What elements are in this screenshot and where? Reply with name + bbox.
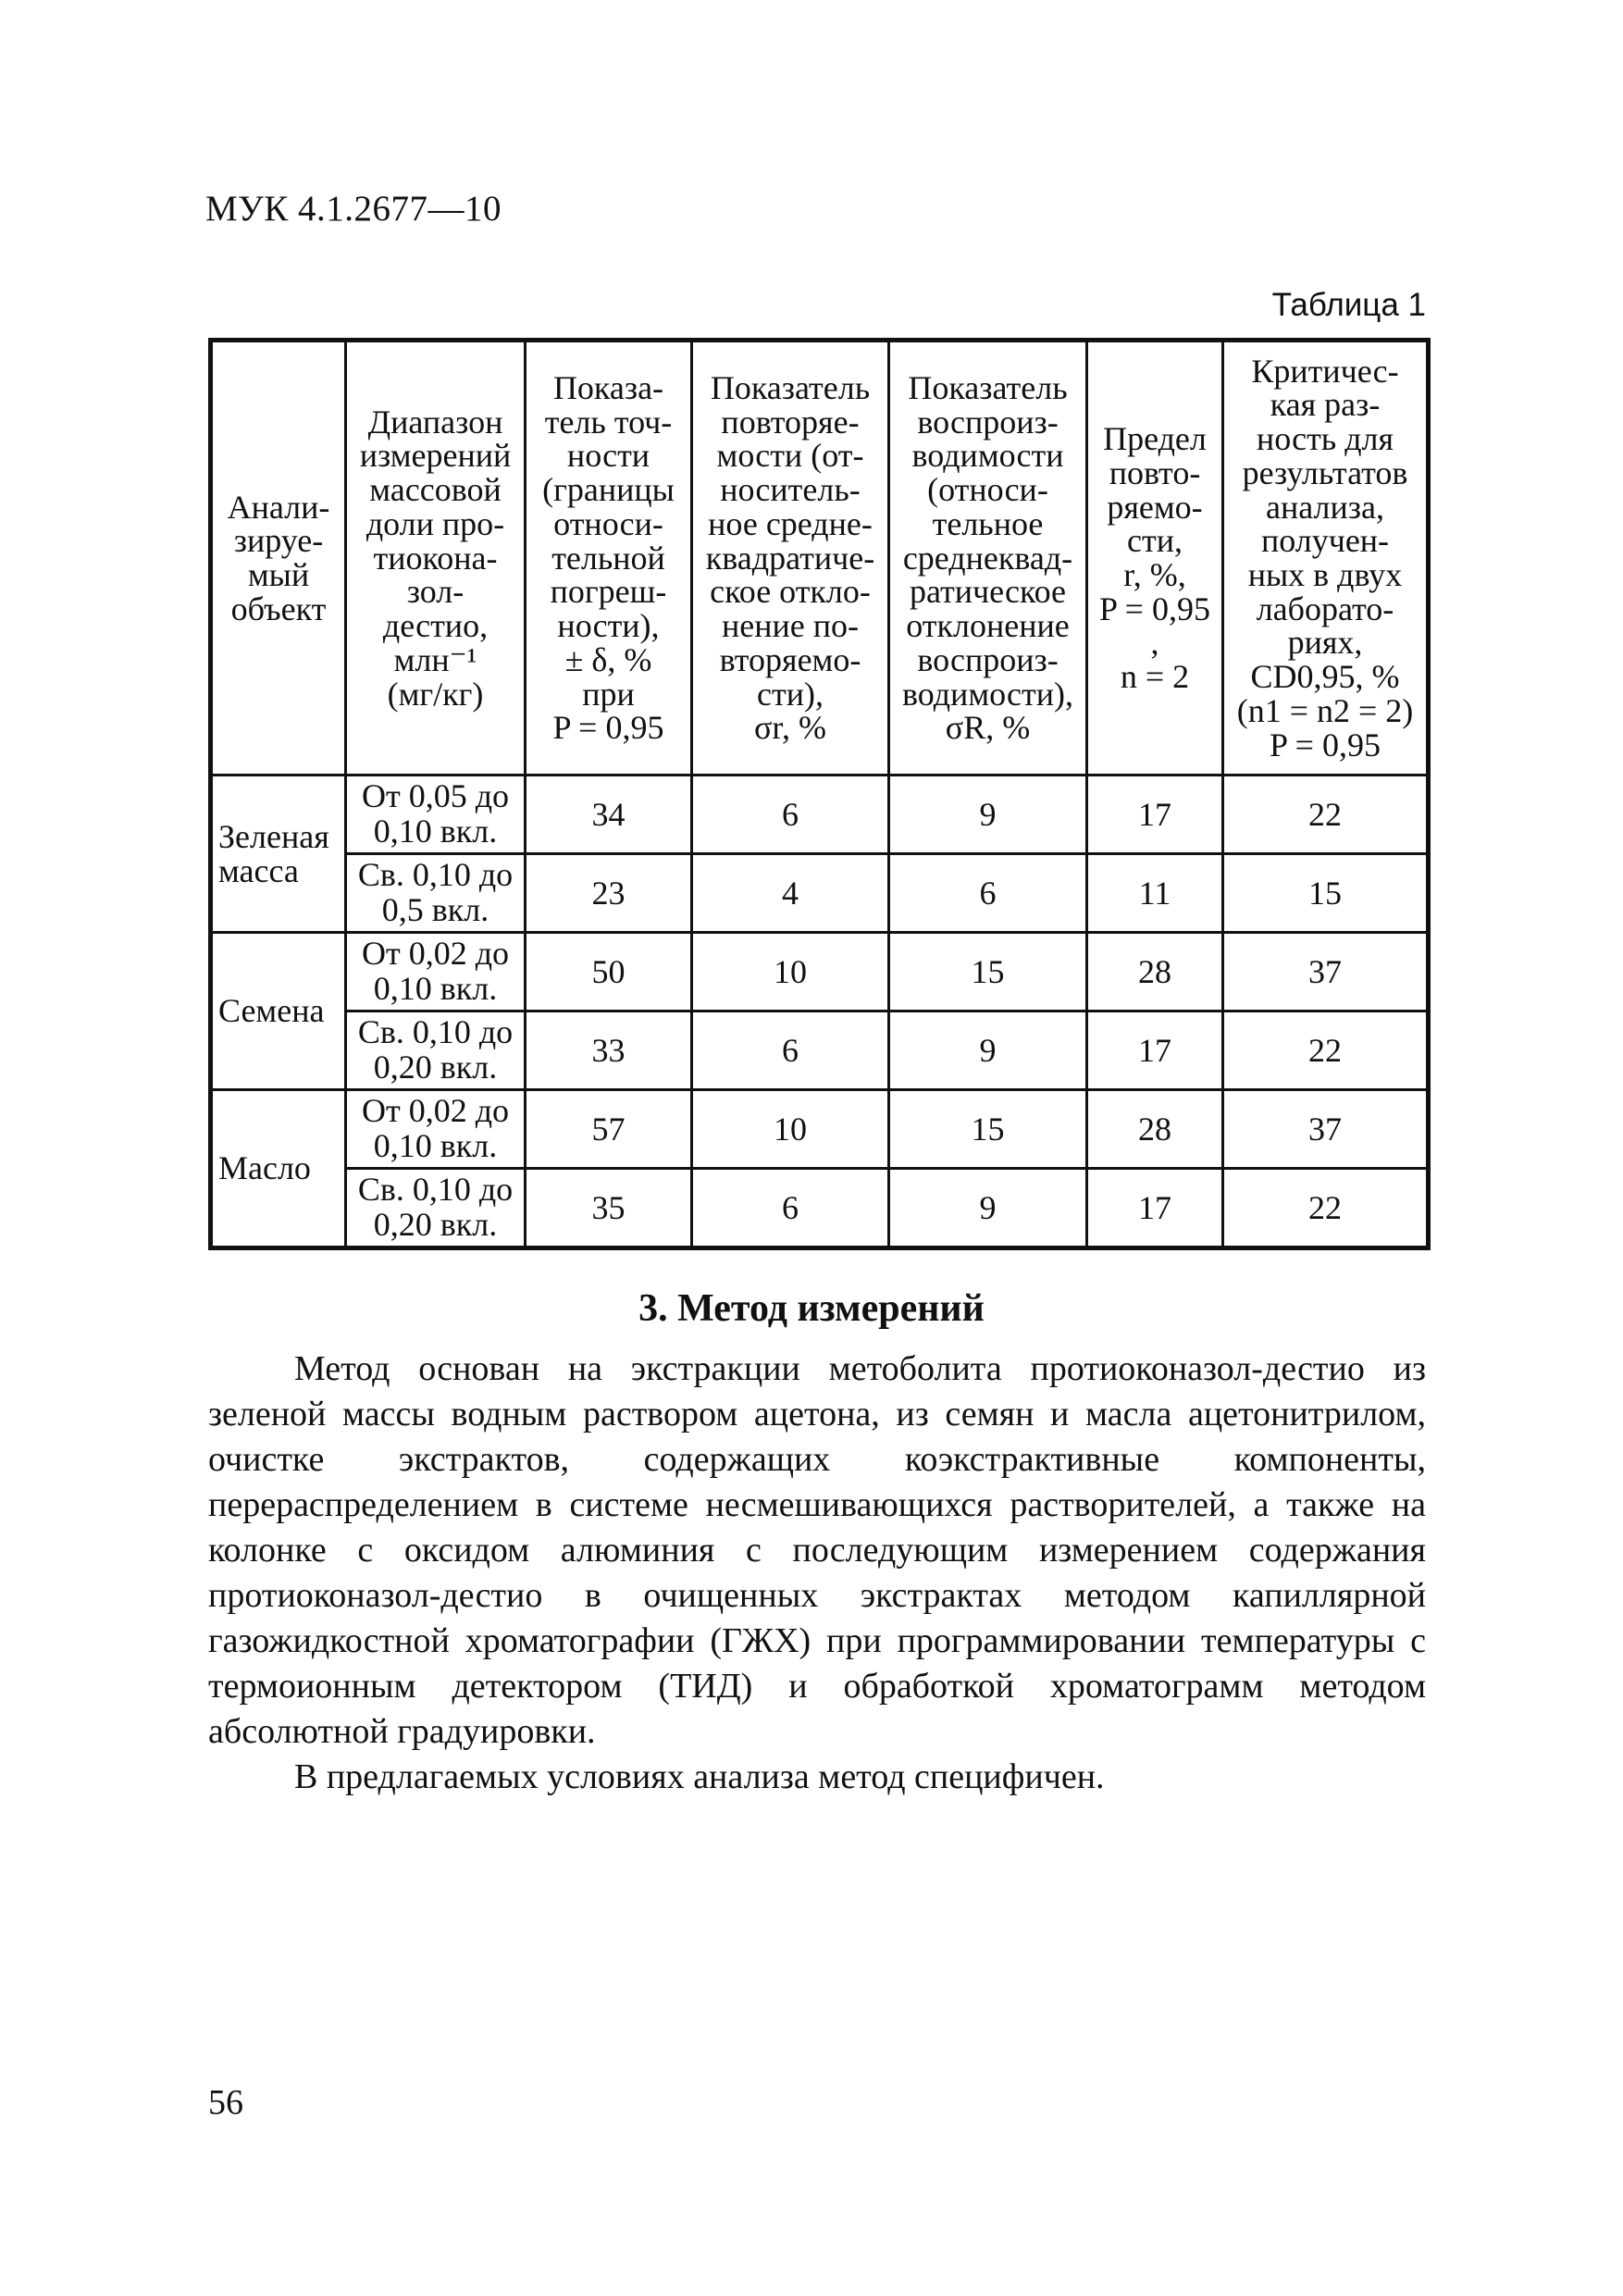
section-title: 3. Метод измерений [638, 1287, 985, 1330]
value-cell: 15 [889, 1090, 1087, 1169]
value-cell: 6 [692, 1011, 889, 1090]
value-cell: 37 [1223, 1090, 1429, 1169]
value-cell: 9 [889, 1011, 1087, 1090]
value-cell: 9 [889, 1169, 1087, 1248]
table-row [211, 1169, 1429, 1248]
value-cell: 34 [526, 776, 692, 854]
value-cell: 17 [1087, 1169, 1223, 1248]
value-cell: 6 [889, 854, 1087, 933]
col-header-critical-difference: Критичес- кая раз- ность для результатов анализа, получен- ных в двух лаборато- риях, CD0,95, % (n1 = n2 = 2) P = 0,95 [1223, 341, 1429, 776]
value-cell: 17 [1087, 776, 1223, 854]
paragraph: В предлагаемых условиях анализа метод специфичен. [294, 1757, 1105, 1796]
value-cell: 37 [1223, 933, 1429, 1011]
value-cell: 22 [1223, 776, 1429, 854]
value-cell: 10 [692, 933, 889, 1011]
table-row [211, 933, 1429, 1011]
table-row [211, 854, 1429, 933]
value-cell: 10 [692, 1090, 889, 1169]
table-row [211, 1090, 1429, 1169]
col-header-reproducibility: Показатель воспроиз- водимости (относи- тельное среднеквад- ратическое отклонение воспроиз- водимости), σR, % [889, 341, 1087, 776]
value-cell: 6 [692, 776, 889, 854]
value-cell: 35 [526, 1169, 692, 1248]
col-header-repeatability-limit: Предел повто- ряемо- сти, r, %, P = 0,95 , n = 2 [1087, 341, 1223, 776]
col-header-repeatability: Показатель повторяе- мости (от- носитель- ное средне- квадратиче- ское откло- нение по- вторяемо- сти), σr, % [692, 341, 889, 776]
value-cell: 50 [526, 933, 692, 1011]
document-code: МУК 4.1.2677—10 [205, 189, 502, 229]
value-cell: 22 [1223, 1169, 1429, 1248]
value-cell: 11 [1087, 854, 1223, 933]
col-header-accuracy: Показа- тель точ- ности (границы относи- тельной погреш- ности), ± δ, % при P = 0,95 [526, 341, 692, 776]
table-row [211, 1011, 1429, 1090]
value-cell: 57 [526, 1090, 692, 1169]
col-header-range: Диапазон измерений массовой доли про- тиоконa- зол- дестио, млн⁻¹ (мг/кг) [346, 341, 526, 776]
table-header-row [211, 341, 1429, 776]
value-cell: 28 [1087, 1090, 1223, 1169]
value-cell: 22 [1223, 1011, 1429, 1090]
value-cell: 6 [692, 1169, 889, 1248]
value-cell: 17 [1087, 1011, 1223, 1090]
section-body [208, 1347, 1426, 1800]
col-header-object: Анали- зируе- мый объект [211, 341, 346, 776]
object-cell: Масло [211, 1090, 346, 1248]
range-cell: Св. 0,10 до 0,5 вкл. [346, 854, 526, 933]
paragraph: Метод основан на экстракции метоболита протиоконазол-дестио из зеленой массы водным раствором ацетона, из семян и масла ацетонитрилом, очистке экстрактов, содержащих коэкстрактивные компоненты, перераспределением в системе несмешивающихся растворителей, а также на колонке с оксидом алюминия с последующим измерением содержания протиоконазол-дестио в очищенных экстрактах методом капиллярной газожидкостной хроматографии (ГЖХ) при программировании температуры с термоионным детектором (ТИД) и обработкой хроматограмм методом абсолютной градуировки. [208, 1349, 1426, 1751]
data-table [208, 338, 1431, 1250]
value-cell: 4 [692, 854, 889, 933]
table-label: Таблица 1 [1271, 287, 1426, 323]
value-cell: 28 [1087, 933, 1223, 1011]
range-cell: От 0,02 до 0,10 вкл. [346, 933, 526, 1011]
value-cell: 33 [526, 1011, 692, 1090]
page-number: 56 [208, 2083, 243, 2122]
range-cell: Св. 0,10 до 0,20 вкл. [346, 1169, 526, 1248]
object-cell: Зеленая масса [211, 776, 346, 933]
range-cell: От 0,05 до 0,10 вкл. [346, 776, 526, 854]
value-cell: 15 [1223, 854, 1429, 933]
value-cell: 15 [889, 933, 1087, 1011]
value-cell: 23 [526, 854, 692, 933]
value-cell: 9 [889, 776, 1087, 854]
object-cell: Семена [211, 933, 346, 1090]
range-cell: От 0,02 до 0,10 вкл. [346, 1090, 526, 1169]
table-row [211, 776, 1429, 854]
range-cell: Св. 0,10 до 0,20 вкл. [346, 1011, 526, 1090]
